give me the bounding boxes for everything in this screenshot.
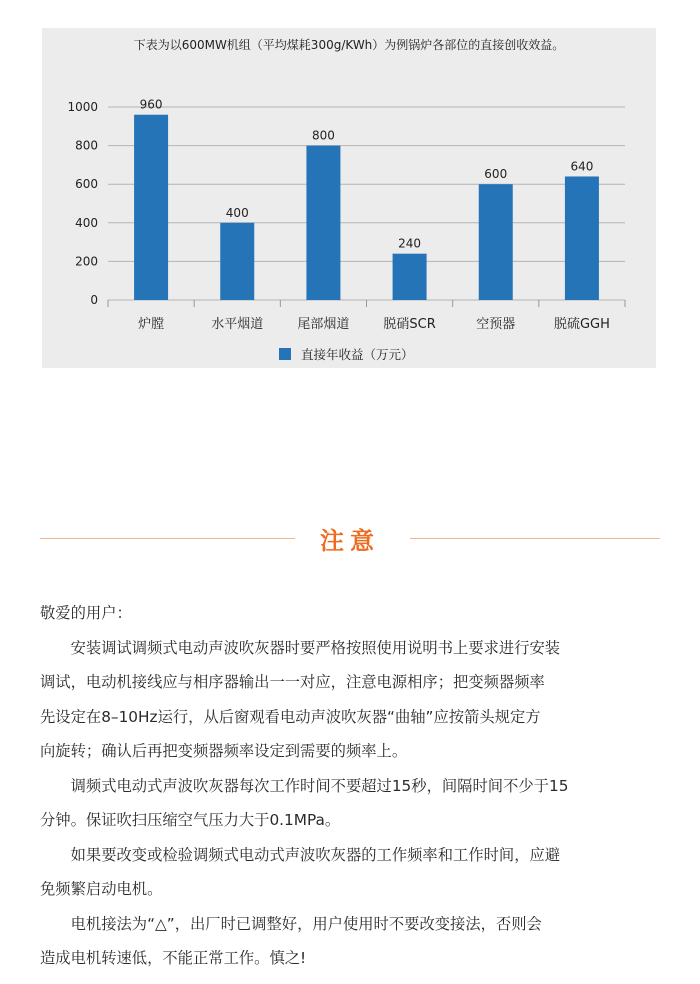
y-tick-label: 800 xyxy=(75,138,98,153)
bar-value-label: 240 xyxy=(398,236,422,251)
x-category-label: 尾部烟道 xyxy=(297,317,350,332)
notice-line: 电机接法为“△”，出厂时已调整好，用户使用时不要改变接法，否则会 xyxy=(70,914,542,933)
notice-line: 调频式电动式声波吹灰器每次工作时间不要超过15秒，间隔时间不少于15 xyxy=(70,776,569,795)
x-category-label: 水平烟道 xyxy=(211,317,264,332)
y-tick-label: 1000 xyxy=(67,100,98,114)
bar xyxy=(479,184,513,300)
x-category-label: 空预器 xyxy=(476,317,516,332)
y-tick-label: 600 xyxy=(75,177,98,192)
bar-chart xyxy=(42,28,656,368)
bar-value-label: 640 xyxy=(570,159,594,174)
bar-value-label: 600 xyxy=(484,167,508,182)
y-tick-label: 200 xyxy=(75,254,98,269)
bar-value-label: 400 xyxy=(225,205,249,220)
chart-caption: 下表为以600MW机组（平均煤耗300g/KWh）为例锅炉各部位的直接创收效益。 xyxy=(133,38,565,52)
notice-title: 注意 xyxy=(320,527,380,555)
y-tick-label: 0 xyxy=(90,293,98,307)
notice-line: 如果要改变或检验调频式电动式声波吹灰器的工作频率和工作时间，应避 xyxy=(70,845,561,864)
bar-value-label: 960 xyxy=(139,97,163,112)
bar xyxy=(306,146,340,300)
legend-swatch xyxy=(279,348,291,360)
notice-greeting: 敬爱的用户： xyxy=(40,604,132,622)
notice-line: 造成电机转速低，不能正常工作。慎之! xyxy=(40,949,307,967)
notice-line: 分钟。保证吹扫压缩空气压力大于0.1MPa。 xyxy=(40,811,341,829)
notice-line: 安装调试调频式电动声波吹灰器时要严格按照使用说明书上要求进行安装 xyxy=(70,638,561,657)
notice-divider-left xyxy=(40,538,295,539)
bar xyxy=(393,254,427,300)
notice-paragraphs xyxy=(40,631,660,976)
notice-line: 免频繁启动电机。 xyxy=(40,880,163,898)
x-category-label: 脱硫GGH xyxy=(553,317,610,332)
bar xyxy=(134,115,168,300)
bar-value-label: 800 xyxy=(311,128,335,143)
notice-line: 调试，电动机接线应与相序器输出一一对应，注意电源相序；把变频器频率 xyxy=(40,673,545,691)
notice-line: 向旋转；确认后再把变频器频率设定到需要的频率上。 xyxy=(40,742,408,760)
y-tick-label: 400 xyxy=(75,215,98,230)
bar xyxy=(565,176,599,300)
notice-line: 先设定在8–10Hz运行，从后窗观看电动声波吹灰器“曲轴”应按箭头规定方 xyxy=(40,707,541,726)
x-category-label: 脱硝SCR xyxy=(383,317,436,332)
notice-divider-right xyxy=(410,538,660,539)
x-category-label: 炉膛 xyxy=(138,317,165,332)
bar xyxy=(220,223,254,300)
notice-header xyxy=(0,518,700,558)
legend-label: 直接年收益（万元） xyxy=(301,347,414,362)
chart-panel xyxy=(42,28,656,368)
notice-body xyxy=(40,596,660,976)
